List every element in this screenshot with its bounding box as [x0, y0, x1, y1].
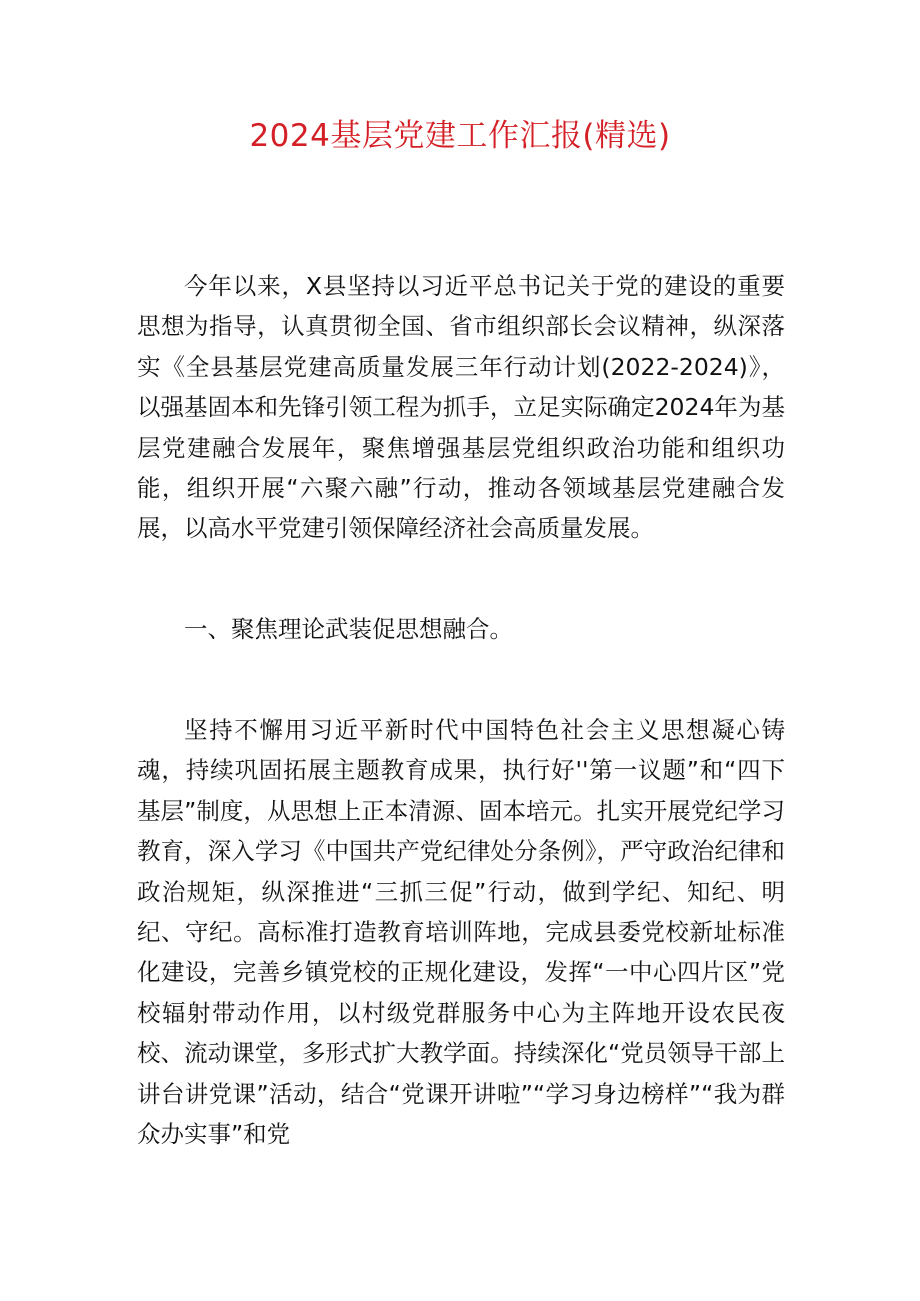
document-title: 2024基层党建工作汇报(精选) [249, 118, 671, 154]
section-1-paragraph: 坚持不懈用习近平新时代中国特色社会主义思想凝心铸魂，持续巩固拓展主题教育成果，执行好''第一议题”和“四下基层”制度，从思想上正本清源、固本培元。扎实开展党纪学习教育，深入学习《中国共产党纪律处分条例》，严守政治纪律和政治规矩，纵深推进“三抓三促”行动，做到学纪、知纪、明纪、守纪。高标准打造教育培训阵地，完成县委党校新址标准化建设，完善乡镇党校的正规化建设，发挥“一中心四片区”党校辐射带动作用，以村级党群服务中心为主阵地开设农民夜校、流动课堂，多形式扩大教学面。持续深化“党员领导干部上讲台讲党课”活动，结合“党课开讲啦”“学习身边榜样”“我为群众办实事”和党 [137, 716, 785, 1149]
intro-paragraph: 今年以来，X县坚持以习近平总书记关于党的建设的重要思想为指导，认真贯彻全国、省市组织部长会议精神，纵深落实《全县基层党建高质量发展三年行动计划(2022-2024)》，以强基固本和先锋引领工程为抓手，立足实际确定2024年为基层党建融合发展年，聚焦增强基层党组织政治功能和组织功能，组织开展“六聚六融”行动，推动各领域基层党建融合发展，以高水平党建引领保障经济社会高质量发展。 [137, 272, 785, 543]
section-1-heading: 一、聚焦理论武装促思想融合。 [184, 615, 513, 643]
